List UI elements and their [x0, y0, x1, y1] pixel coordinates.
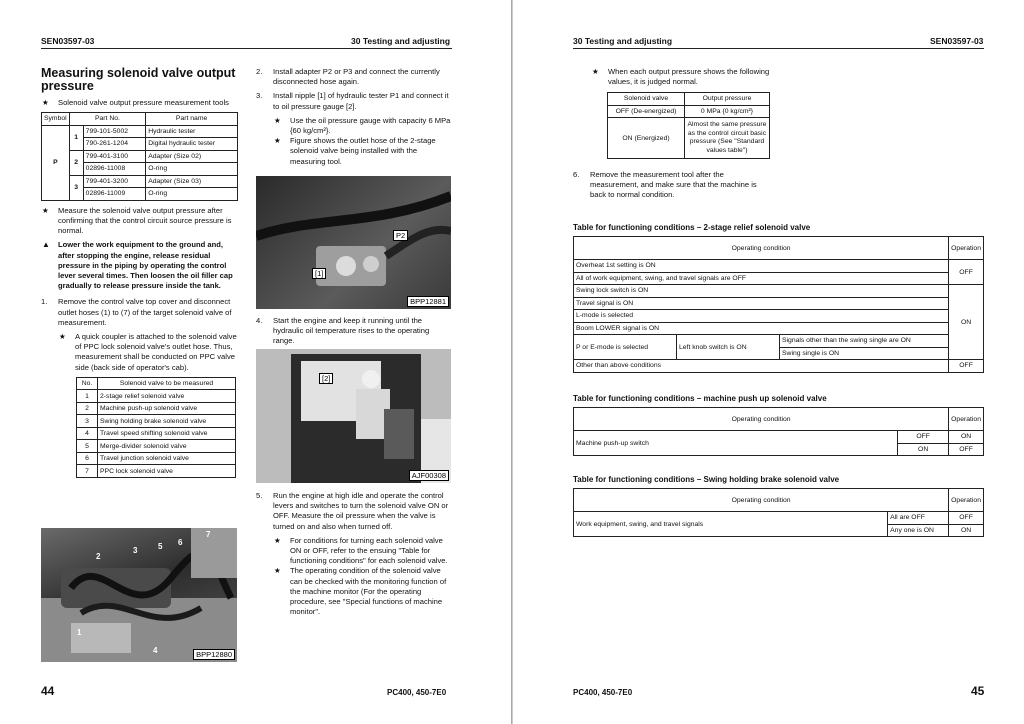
step-number: 4.	[256, 316, 263, 325]
photo3-label: [2]	[319, 373, 333, 384]
table3-caption: Table for functioning conditions – Swing holding brake solenoid valve	[573, 475, 840, 484]
symbol-cell: P	[42, 125, 70, 200]
step-3-text: Install nipple [1] of hydraulic tester P1 and connect it to oil pressure gauge [2].	[273, 91, 449, 111]
step-3-note-2: ★ Figure shows the outlet hose of the 2-stage solenoid valve being installed with the measuring tool.	[273, 136, 452, 167]
pressure-state-cell: OFF (De-energized)	[608, 105, 685, 118]
t1-row: Boom LOWER signal is ON	[574, 322, 949, 335]
step-5-note-1: ★ For conditions for turning each solenoid valve ON or OFF, refer to the ensuing "Table for functioning conditions" for each solenoid valve.	[273, 536, 452, 567]
photo1-label: 3	[133, 546, 138, 555]
step-1-note: ★ A quick coupler is attached to the solenoid valve of PPC lock solenoid valve's outlet hose. Thus, measurement shall be conducted on PPC valve side (back side of operator's cab).	[58, 332, 239, 373]
part-name-cell: O-ring	[146, 163, 238, 176]
valve-no-cell: 4	[77, 427, 98, 440]
valve-name-cell: 2-stage relief solenoid valve	[98, 390, 236, 403]
step-1-text: Remove the control valve top cover and disconnect outlet hoses (1) to (7) of the target solenoid valve of measurement.	[58, 297, 232, 327]
step-2	[256, 67, 452, 87]
step-5-text: Run the engine at high idle and operate the control levers and switches to turn the solenoid valve ON or OFF. Measure the oil pressure when the valve is turned on and also when turned off.	[273, 491, 449, 531]
swing-brake-valve-table	[573, 488, 984, 537]
footer-model-left: PC400, 450-7E0	[387, 688, 447, 697]
part-name-cell: Adapter (Size 02)	[146, 150, 238, 163]
valve-name-cell: Merge-divider solenoid valve	[98, 440, 236, 453]
step-5-block	[256, 491, 452, 621]
part-name-cell: Adapter (Size 03)	[146, 175, 238, 188]
valve-name-cell: Travel speed shifting solenoid valve	[98, 427, 236, 440]
t1-signal-cell: Signals other than the swing single are ON	[780, 335, 949, 348]
warning-text: Lower the work equipment to the ground and, after stopping the engine, release residual pressure in the piping by operating the control lever several times. Then loosen the oil filler cap gradually to release pressure inside the tank.	[58, 240, 233, 291]
valve-no-cell: 3	[77, 415, 98, 428]
t3-state-cell: Any one is ON	[888, 524, 949, 537]
t1-signal-cell: Swing single is ON	[780, 347, 949, 360]
th-solenoid-valve: Solenoid valve	[608, 93, 685, 106]
top-note-block	[591, 67, 771, 91]
left-column-a	[41, 67, 239, 478]
normal-values-note: ★ When each output pressure shows the following values, it is judged normal.	[591, 67, 771, 87]
t3-op-cell: OFF	[949, 512, 984, 525]
valve-no-cell: 5	[77, 440, 98, 453]
photo1-code: BPP12880	[193, 649, 235, 660]
pressure-value-cell: 0 MPa {0 kg/cm²}	[685, 105, 770, 118]
part-no-cell: 790-261-1204	[83, 138, 146, 151]
t3-op-cell: ON	[949, 524, 984, 537]
t2-header-condition: Operating condition	[574, 408, 949, 431]
left-page	[0, 0, 511, 724]
step-4-block	[256, 316, 452, 351]
th-part-name: Part name	[146, 113, 238, 126]
t1-row: All of work equipment, swing, and travel signals are OFF	[574, 272, 949, 285]
part-no-cell: 799-401-3100	[83, 150, 146, 163]
page-number-right: 45	[971, 684, 985, 698]
pressure-value-cell: Almost the same pressure as the control circuit basic pressure (See "Standard values table")	[685, 118, 770, 159]
page-number-left: 44	[41, 684, 55, 698]
valve-no-cell: 7	[77, 465, 98, 478]
t2-header-operation: Operation	[949, 408, 984, 431]
header-section-right: 30 Testing and adjusting	[573, 36, 673, 46]
t1-row: L-mode is selected	[574, 310, 949, 323]
step-3-note-1: ★ Use the oil pressure gauge with capacity 6 MPa {60 kg/cm²}.	[273, 116, 452, 136]
th-no: No.	[77, 377, 98, 390]
photo3-code: AJF00308	[409, 470, 449, 481]
group-cell: 3	[69, 175, 83, 200]
t3-header-operation: Operation	[949, 489, 984, 512]
t3-signal-cell: Work equipment, swing, and travel signals	[574, 512, 888, 537]
th-symbol: Symbol	[42, 113, 70, 126]
step-5-note-2: ★ The operating condition of the solenoid valve can be checked with the monitoring function of the machine monitor (For the operating procedure, see "Special functions of machine monitor".	[273, 566, 452, 617]
part-no-cell: 799-101-5002	[83, 125, 146, 138]
photo1-label: 4	[153, 646, 158, 655]
valve-no-cell: 6	[77, 452, 98, 465]
t1-header-condition: Operating condition	[574, 237, 949, 260]
step-4	[256, 316, 452, 347]
step-3	[256, 91, 452, 111]
valve-no-cell: 2	[77, 402, 98, 415]
t3-header-condition: Operating condition	[574, 489, 949, 512]
pressure-state-cell: ON (Energized)	[608, 118, 685, 159]
pressure-table	[607, 92, 770, 159]
table1-caption: Table for functioning conditions – 2-stage relief solenoid valve	[573, 223, 811, 232]
group-cell: 2	[69, 150, 83, 175]
th-valve: Solenoid valve to be measured	[98, 377, 236, 390]
part-no-cell: 02896-11009	[83, 188, 146, 201]
th-part-no: Part No.	[69, 113, 146, 126]
photo1-label: 1	[77, 628, 82, 637]
step-1	[41, 297, 239, 328]
t1-row: Travel signal is ON	[574, 297, 949, 310]
table2-caption: Table for functioning conditions – machine push up solenoid valve	[573, 394, 827, 403]
t2-state-cell: OFF	[898, 431, 949, 444]
relief-valve-table	[573, 236, 984, 373]
t1-mode-cell: P or E-mode is selected	[574, 335, 677, 360]
photo2-label-p2: P2	[393, 230, 408, 241]
step-number: 5.	[256, 491, 263, 500]
operator-cab-photo	[256, 349, 451, 483]
photo1-label: 5	[158, 542, 163, 551]
t1-header-operation: Operation	[949, 237, 984, 260]
group-cell: 1	[69, 125, 83, 150]
control-valve-photo	[41, 528, 237, 662]
t1-op-cell: OFF	[949, 360, 984, 373]
valve-name-cell: Machine push-up solenoid valve	[98, 402, 236, 415]
photo1-label: 2	[96, 552, 101, 561]
t1-row: Swing lock switch is ON	[574, 285, 949, 298]
header-doc-code: SEN03597-03	[41, 36, 95, 46]
photo2-code: BPP12881	[407, 296, 449, 307]
step-number: 2.	[256, 67, 263, 76]
step-6	[573, 170, 773, 201]
footer-model-right: PC400, 450-7E0	[573, 688, 633, 697]
photo2-label-1: [1]	[312, 268, 326, 279]
valve-name-cell: Travel junction solenoid valve	[98, 452, 236, 465]
step-6-text: Remove the measurement tool after the measurement, and make sure that the machine is back to normal condition.	[590, 170, 757, 200]
header-rule	[41, 48, 452, 49]
part-no-cell: 799-401-3200	[83, 175, 146, 188]
t2-state-cell: ON	[898, 443, 949, 456]
operator-cab-illustration	[256, 349, 451, 483]
push-up-valve-table	[573, 407, 984, 456]
section-title: Measuring solenoid valve output pressure	[41, 66, 236, 93]
outlet-hose-illustration	[256, 176, 451, 309]
valve-name-cell: Swing holding brake solenoid valve	[98, 415, 236, 428]
measure-note: ★ Measure the solenoid valve output pressure after confirming that the control circuit source pressure is normal.	[41, 206, 239, 237]
valve-table	[76, 377, 236, 478]
left-column-b	[256, 67, 452, 171]
t1-knob-cell: Left knob switch is ON	[677, 335, 780, 360]
t2-switch-cell: Machine push-up switch	[574, 431, 898, 456]
tools-note: ★ Solenoid valve output pressure measurement tools	[41, 98, 239, 108]
photo1-label: 7	[206, 530, 211, 539]
valve-name-cell: PPC lock solenoid valve	[98, 465, 236, 478]
part-name-cell: Digital hydraulic tester	[146, 138, 238, 151]
t1-row: Overheat 1st setting is ON	[574, 260, 949, 273]
outlet-hose-photo	[256, 176, 451, 309]
header-rule-right	[573, 48, 984, 49]
header-section: 30 Testing and adjusting	[351, 36, 451, 46]
t1-row: Other than above conditions	[574, 360, 949, 373]
header-doc-code-right: SEN03597-03	[930, 36, 984, 46]
tools-table	[41, 112, 238, 201]
step-number: 3.	[256, 91, 263, 101]
t3-state-cell: All are OFF	[888, 512, 949, 525]
control-valve-illustration	[41, 528, 237, 662]
part-name-cell: Hydraulic tester	[146, 125, 238, 138]
part-name-cell: O-ring	[146, 188, 238, 201]
photo1-label: 6	[178, 538, 183, 547]
t2-op-cell: ON	[949, 431, 984, 444]
t1-op-cell: OFF	[949, 260, 984, 285]
right-page	[513, 0, 1024, 724]
warning-note	[41, 240, 239, 291]
step-2-text: Install adapter P2 or P3 and connect the currently disconnected hose again.	[273, 67, 440, 87]
part-no-cell: 02896-11008	[83, 163, 146, 176]
step-6-block	[573, 170, 773, 205]
step-number: 6.	[573, 170, 580, 179]
step-4-text: Start the engine and keep it running until the hydraulic oil temperature rises to the operating range.	[273, 316, 430, 346]
valve-no-cell: 1	[77, 390, 98, 403]
th-output-pressure: Output pressure	[685, 93, 770, 106]
step-number: 1.	[41, 297, 48, 307]
warning-icon: ▲	[42, 240, 50, 250]
t2-op-cell: OFF	[949, 443, 984, 456]
step-5	[256, 491, 452, 532]
t1-op-cell: ON	[949, 285, 984, 360]
